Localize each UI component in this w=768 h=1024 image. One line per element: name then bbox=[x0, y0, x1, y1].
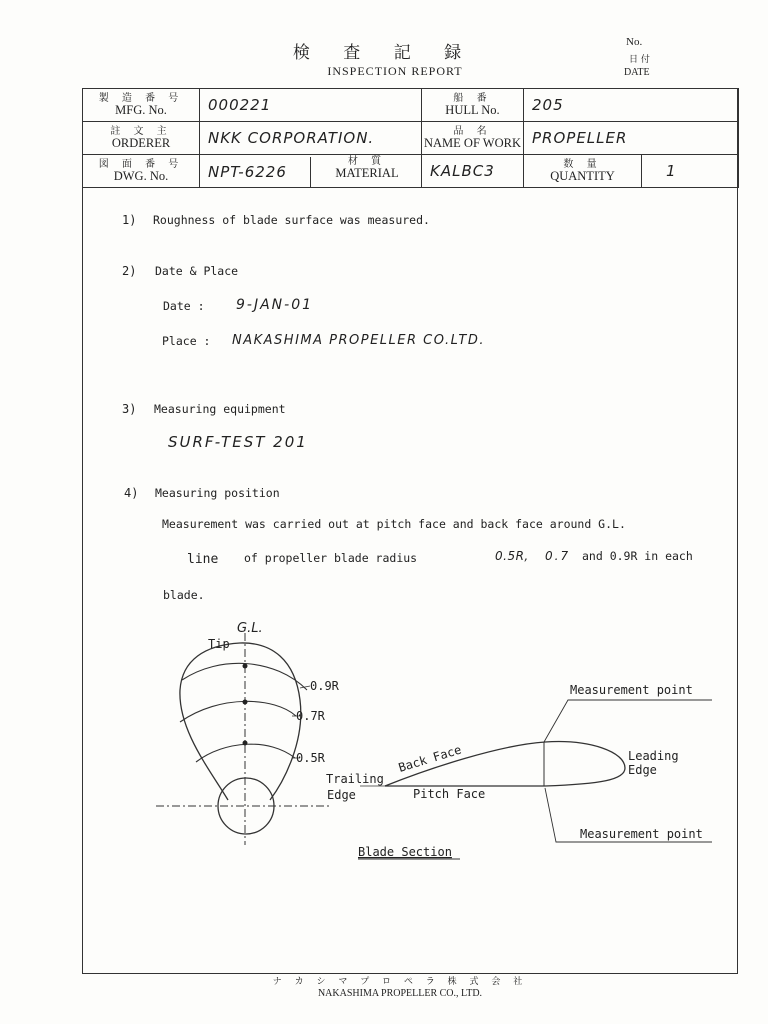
name-of-work-label-en: NAME OF WORK bbox=[424, 135, 521, 150]
name-of-work-value: PROPELLER bbox=[524, 122, 739, 155]
measure-dot-0-9r bbox=[243, 664, 248, 669]
tip-label: Tip bbox=[208, 637, 230, 651]
place-label: Place : bbox=[162, 334, 211, 348]
number-label: No. bbox=[626, 36, 643, 48]
item-2-number: 2) bbox=[122, 264, 137, 278]
leader-measure-top bbox=[544, 700, 712, 742]
date-label-japanese: 日 付 bbox=[629, 55, 650, 65]
equipment-value: SURF-TEST 201 bbox=[168, 433, 308, 451]
position-line-2c: 0.5R, bbox=[495, 549, 529, 563]
date-value: 9-JAN-01 bbox=[236, 297, 314, 313]
r09-label: 0.9R bbox=[310, 679, 339, 693]
quantity-value: 1 bbox=[642, 155, 739, 188]
title-english: INSPECTION REPORT bbox=[327, 64, 463, 78]
measurement-point-top-label: Measurement point bbox=[570, 683, 693, 697]
position-line-3: blade. bbox=[163, 588, 205, 602]
dwg-no-value: NPT-6226 bbox=[208, 163, 287, 181]
item-3-number: 3) bbox=[122, 402, 137, 416]
position-line-2e: and 0.9R in each bbox=[582, 549, 693, 563]
blade-outline bbox=[180, 643, 301, 800]
item-2-text: Date & Place bbox=[155, 264, 239, 278]
trailing-label: Trailing bbox=[326, 772, 384, 786]
date-label: Date : bbox=[163, 299, 205, 313]
footer-company-english: NAKASHIMA PROPELLER CO., LTD. bbox=[317, 988, 483, 999]
dwg-no-label-jp: 図 面 番 号 bbox=[98, 158, 184, 170]
quantity-label-en: QUANTITY bbox=[550, 168, 615, 183]
date-label-english: DATE bbox=[624, 67, 650, 78]
leading-edge-label: Edge bbox=[628, 763, 657, 777]
measurement-point-bottom-label: Measurement point bbox=[580, 827, 703, 841]
hull-no-label-en: HULL No. bbox=[445, 102, 500, 117]
mfg-no-value: 000221 bbox=[200, 89, 422, 122]
hull-no-value: 205 bbox=[524, 89, 739, 122]
position-line-1: Measurement was carried out at pitch face and back face around G.L. bbox=[162, 517, 626, 531]
measure-dot-0-5r bbox=[243, 741, 248, 746]
title-japanese: 検 査 記 録 bbox=[292, 43, 476, 63]
item-4-number: 4) bbox=[124, 486, 139, 500]
item-3-text: Measuring equipment bbox=[154, 402, 286, 416]
quantity-label-jp: 数 量 bbox=[563, 158, 602, 170]
leading-label: Leading bbox=[628, 749, 679, 763]
r07-label: 0.7R bbox=[296, 709, 325, 723]
position-line-2d: 0.7 bbox=[545, 549, 571, 563]
blade-section-label: Blade Section bbox=[358, 845, 452, 859]
trailing-edge-label: Edge bbox=[327, 788, 356, 802]
orderer-label-en: ORDERER bbox=[111, 135, 171, 150]
mfg-no-label-en: MFG. No. bbox=[115, 102, 167, 117]
orderer-value: NKK CORPORATION. bbox=[200, 122, 422, 155]
name-of-work-label-jp: 品 名 bbox=[453, 125, 492, 137]
measure-dot-0-7r bbox=[243, 700, 248, 705]
dwg-no-label-en: DWG. No. bbox=[113, 168, 169, 183]
gl-label: G.L. bbox=[237, 621, 263, 636]
material-label-jp: 材 質 bbox=[347, 156, 387, 167]
hull-no-label-jp: 船 番 bbox=[453, 92, 492, 104]
material-value: KALBC3 bbox=[422, 155, 524, 188]
position-line-2a: line bbox=[187, 552, 219, 567]
r05-label: 0.5R bbox=[296, 751, 325, 765]
orderer-label-jp: 註 文 主 bbox=[110, 125, 172, 137]
back-face-label: Back Face bbox=[396, 742, 464, 775]
mfg-no-label-jp: 製 造 番 号 bbox=[98, 92, 184, 104]
place-value: NAKASHIMA PROPELLER CO.LTD. bbox=[232, 333, 486, 348]
arc-0-7r bbox=[180, 701, 296, 722]
material-label-en: MATERIAL bbox=[335, 166, 399, 180]
item-1-text: Roughness of blade surface was measured. bbox=[153, 213, 430, 227]
position-line-2b: of propeller blade radius bbox=[244, 551, 418, 565]
footer-company-japanese: ナ カ シ マ プ ロ ペ ラ 株 式 会 社 bbox=[272, 977, 528, 987]
pitch-face-label: Pitch Face bbox=[413, 787, 486, 801]
item-1-number: 1) bbox=[122, 213, 137, 227]
item-4-text: Measuring position bbox=[155, 486, 280, 500]
